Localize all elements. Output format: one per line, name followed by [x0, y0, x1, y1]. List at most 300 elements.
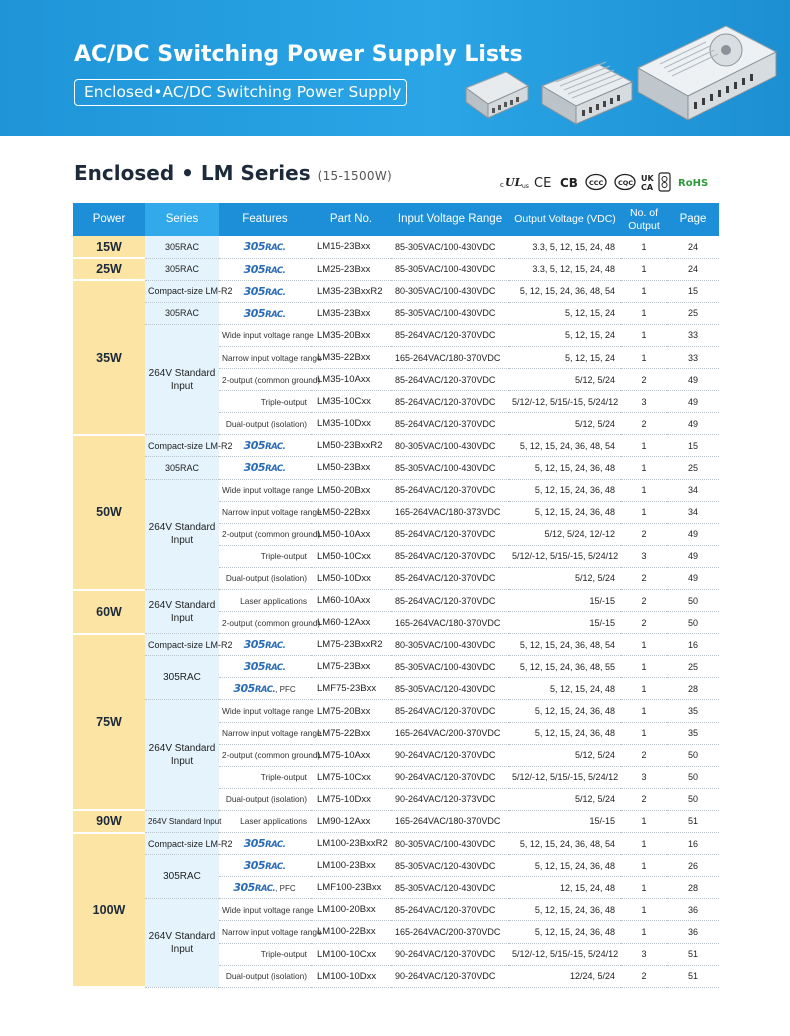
logo-main-text: 305	[243, 837, 266, 851]
output-count-cell: 1	[621, 810, 667, 832]
output-count-cell: 1	[621, 324, 667, 346]
feature-cell: Laser applications	[219, 590, 311, 612]
recycle-mark-icon	[659, 173, 670, 191]
rac305-logo-icon	[233, 682, 275, 695]
input-voltage-cell: 85-305VAC/100-430VDC	[391, 457, 509, 479]
part-number-cell: LM100-20Bxx	[311, 899, 391, 921]
output-voltage-cell: 12, 15, 24, 48	[509, 877, 621, 899]
logo-suffix-text: RAC.	[265, 641, 286, 652]
page-subtitle: Enclosed•AC/DC Switching Power Supply	[74, 79, 407, 106]
series-cell: 305RAC	[145, 258, 219, 280]
section-power-range: (15-1500W)	[317, 169, 392, 183]
part-number-cell: LM100-23Bxx	[311, 855, 391, 877]
power-cell: 60W	[73, 590, 145, 634]
output-voltage-cell: 5/12, 5/24	[509, 567, 621, 589]
part-number-cell: LMF100-23Bxx	[311, 877, 391, 899]
page-cell: 24	[667, 236, 719, 258]
output-voltage-cell: 5, 12, 15, 24, 36, 48, 54	[509, 634, 621, 656]
page-cell: 28	[667, 678, 719, 700]
series-cell: 305RAC	[145, 855, 219, 899]
rac305-logo-icon	[244, 837, 286, 850]
input-voltage-cell: 85-264VAC/120-370VDC	[391, 413, 509, 435]
output-count-cell: 3	[621, 943, 667, 965]
output-count-cell: 2	[621, 590, 667, 612]
ccc-mark-icon	[586, 175, 606, 190]
ukca-mark-icon	[641, 174, 654, 192]
input-voltage-cell: 165-264VAC/180-370VDC	[391, 810, 509, 832]
input-voltage-cell: 90-264VAC/120-370VDC	[391, 744, 509, 766]
output-count-cell: 3	[621, 766, 667, 788]
feature-cell	[219, 280, 311, 302]
section-name: Enclosed • LM Series	[74, 161, 311, 185]
output-count-cell: 1	[621, 722, 667, 744]
series-cell: Compact-size LM-R2	[145, 833, 219, 855]
output-voltage-cell: 5/12/-12, 5/15/-15, 5/24/12	[509, 391, 621, 413]
output-voltage-cell: 5, 12, 15, 24, 48	[509, 678, 621, 700]
page-cell: 16	[667, 833, 719, 855]
power-cell: 25W	[73, 258, 145, 280]
page-cell: 15	[667, 280, 719, 302]
page-cell: 50	[667, 744, 719, 766]
feature-cell: Laser applications	[219, 810, 311, 832]
part-number-cell: LM15-23Bxx	[311, 236, 391, 258]
output-voltage-cell: 5/12/-12, 5/15/-15, 5/24/12	[509, 766, 621, 788]
output-count-cell: 1	[621, 435, 667, 457]
part-number-cell: LM75-20Bxx	[311, 700, 391, 722]
page-cell: 50	[667, 590, 719, 612]
series-cell: Compact-size LM-R2	[145, 280, 219, 302]
feature-cell	[219, 855, 311, 877]
logo-suffix-text: RAC.	[254, 884, 276, 895]
output-count-cell: 2	[621, 523, 667, 545]
table-row	[73, 590, 719, 612]
output-count-cell: 2	[621, 369, 667, 391]
feature-cell: Wide input voltage range	[219, 324, 311, 346]
input-voltage-cell: 165-264VAC/180-370VDC	[391, 346, 509, 368]
part-number-cell: LM75-22Bxx	[311, 722, 391, 744]
rohs-mark-icon: RoHS	[678, 178, 709, 189]
power-cell: 90W	[73, 810, 145, 832]
feature-cell: Wide input voltage range	[219, 479, 311, 501]
svg-text:CA: CA	[641, 183, 654, 192]
output-count-cell: 1	[621, 877, 667, 899]
feature-cell: Dual-output (isolation)	[219, 788, 311, 810]
rac305-logo-icon	[244, 307, 286, 320]
page-cell: 15	[667, 435, 719, 457]
output-voltage-cell: 5, 12, 15, 24	[509, 302, 621, 324]
power-cell: 35W	[73, 280, 145, 435]
output-voltage-cell: 5/12, 5/24	[509, 369, 621, 391]
input-voltage-cell: 85-305VAC/100-430VDC	[391, 258, 509, 280]
page-cell: 35	[667, 722, 719, 744]
feature-cell: 2-output (common ground)	[219, 744, 311, 766]
feature-cell: 2-output (common ground)	[219, 612, 311, 634]
output-count-cell: 2	[621, 965, 667, 987]
series-cell: 264V Standard Input	[145, 899, 219, 987]
svg-text:UK: UK	[641, 174, 654, 183]
feature-cell: Wide input voltage range	[219, 899, 311, 921]
part-number-cell: LM60-12Axx	[311, 612, 391, 634]
output-voltage-cell: 15/-15	[509, 590, 621, 612]
input-voltage-cell: 85-264VAC/120-370VDC	[391, 590, 509, 612]
output-count-cell: 1	[621, 678, 667, 700]
output-voltage-cell: 3.3, 5, 12, 15, 24, 48	[509, 258, 621, 280]
rac305-logo-icon	[244, 859, 286, 872]
feature-cell: Dual-output (isolation)	[219, 965, 311, 987]
part-number-cell: LM25-23Bxx	[311, 258, 391, 280]
column-header-part-no: Part No.	[311, 203, 391, 236]
logo-main-text: 305	[243, 660, 266, 674]
ce-mark-icon: CE	[534, 176, 552, 191]
page-cell: 26	[667, 855, 719, 877]
input-voltage-cell: 85-305VAC/120-430VDC	[391, 855, 509, 877]
logo-suffix-text: RAC.	[265, 309, 286, 320]
part-number-cell: LMF75-23Bxx	[311, 678, 391, 700]
input-voltage-cell: 85-264VAC/120-370VDC	[391, 324, 509, 346]
output-count-cell: 1	[621, 700, 667, 722]
page-cell: 25	[667, 457, 719, 479]
logo-suffix-text: RAC.	[265, 265, 286, 276]
table-row	[73, 656, 719, 678]
input-voltage-cell: 85-264VAC/120-370VDC	[391, 369, 509, 391]
part-number-cell: LM35-23Bxx	[311, 302, 391, 324]
series-cell: Compact-size LM-R2	[145, 435, 219, 457]
input-voltage-cell: 85-264VAC/120-370VDC	[391, 479, 509, 501]
series-cell: 264V Standard Input	[145, 590, 219, 634]
part-number-cell: LM75-10Cxx	[311, 766, 391, 788]
pfc-label: , PFC	[275, 685, 296, 695]
feature-cell	[219, 877, 311, 899]
output-count-cell: 2	[621, 567, 667, 589]
feature-cell	[219, 302, 311, 324]
output-voltage-cell: 5, 12, 15, 24	[509, 324, 621, 346]
part-number-cell: LM35-10Cxx	[311, 391, 391, 413]
page-cell: 28	[667, 877, 719, 899]
svg-text:us: us	[522, 183, 529, 190]
series-cell: 305RAC	[145, 656, 219, 700]
table-row	[73, 810, 719, 832]
page-title: AC/DC Switching Power Supply Lists	[74, 42, 523, 67]
part-number-cell: LM75-23BxxR2	[311, 634, 391, 656]
input-voltage-cell: 80-305VAC/100-430VDC	[391, 833, 509, 855]
logo-main-text: 305	[243, 240, 266, 254]
page-cell: 36	[667, 899, 719, 921]
page-cell: 34	[667, 501, 719, 523]
rac305-logo-icon	[244, 263, 286, 276]
logo-main-text: 305	[243, 306, 266, 320]
output-voltage-cell: 12/24, 5/24	[509, 965, 621, 987]
cqc-mark-icon	[615, 175, 635, 190]
part-number-cell: LM50-23Bxx	[311, 457, 391, 479]
part-number-cell: LM100-10Cxx	[311, 943, 391, 965]
logo-suffix-text: RAC.	[265, 287, 286, 298]
input-voltage-cell: 85-305VAC/100-430VDC	[391, 302, 509, 324]
output-voltage-cell: 5, 12, 15, 24, 36, 48, 54	[509, 435, 621, 457]
output-voltage-cell: 5, 12, 15, 24, 36, 48	[509, 479, 621, 501]
feature-cell: Narrow input voltage range	[219, 346, 311, 368]
table-row	[73, 833, 719, 855]
table-row	[73, 236, 719, 258]
input-voltage-cell: 90-264VAC/120-370VDC	[391, 943, 509, 965]
page-cell: 50	[667, 788, 719, 810]
input-voltage-cell: 90-264VAC/120-370VDC	[391, 766, 509, 788]
output-count-cell: 1	[621, 280, 667, 302]
certification-logos	[500, 173, 722, 191]
logo-main-text: 305	[243, 439, 266, 453]
input-voltage-cell: 85-264VAC/120-370VDC	[391, 523, 509, 545]
output-voltage-cell: 5/12/-12, 5/15/-15, 5/24/12	[509, 943, 621, 965]
input-voltage-cell: 85-305VAC/120-430VDC	[391, 678, 509, 700]
feature-cell: Narrow input voltage range	[219, 501, 311, 523]
part-number-cell: LM50-10Axx	[311, 523, 391, 545]
page-cell: 25	[667, 302, 719, 324]
output-count-cell: 1	[621, 634, 667, 656]
part-number-cell: LM100-23BxxR2	[311, 833, 391, 855]
input-voltage-cell: 85-305VAC/100-430VDC	[391, 656, 509, 678]
page-cell: 35	[667, 700, 719, 722]
feature-cell: Triple-output	[219, 943, 311, 965]
page-cell: 33	[667, 324, 719, 346]
feature-cell	[219, 258, 311, 280]
input-voltage-cell: 85-264VAC/120-370VDC	[391, 545, 509, 567]
logo-suffix-text: RAC.	[254, 685, 276, 696]
output-count-cell: 1	[621, 457, 667, 479]
part-number-cell: LM60-10Axx	[311, 590, 391, 612]
column-header-page: Page	[667, 203, 719, 236]
output-count-cell: 1	[621, 656, 667, 678]
output-voltage-cell: 5, 12, 15, 24, 36, 48	[509, 899, 621, 921]
svg-text:CQC: CQC	[618, 179, 634, 187]
logo-main-text: 305	[233, 682, 255, 696]
page-cell: 49	[667, 391, 719, 413]
logo-suffix-text: RAC.	[265, 862, 286, 873]
output-count-cell: 3	[621, 391, 667, 413]
part-number-cell: LM90-12Axx	[311, 810, 391, 832]
part-number-cell: LM35-22Bxx	[311, 346, 391, 368]
feature-cell	[219, 833, 311, 855]
rac305-logo-icon	[244, 660, 286, 673]
svg-text:CCC: CCC	[589, 179, 604, 187]
input-voltage-cell: 165-264VAC/200-370VDC	[391, 722, 509, 744]
feature-cell: 2-output (common ground)	[219, 523, 311, 545]
output-count-cell: 2	[621, 788, 667, 810]
input-voltage-cell: 90-264VAC/120-370VDC	[391, 965, 509, 987]
series-cell: 264V Standard Input	[145, 479, 219, 589]
input-voltage-cell: 165-264VAC/180-370VDC	[391, 612, 509, 634]
input-voltage-cell: 85-264VAC/120-370VDC	[391, 391, 509, 413]
column-header-features: Features	[219, 203, 311, 236]
input-voltage-cell: 165-264VAC/180-373VDC	[391, 501, 509, 523]
feature-cell: 2-output (common ground)	[219, 369, 311, 391]
input-voltage-cell: 80-305VAC/100-430VDC	[391, 634, 509, 656]
column-header-output-count: No. of Output	[621, 203, 667, 236]
page-cell: 50	[667, 766, 719, 788]
output-voltage-cell: 5/12, 5/24	[509, 788, 621, 810]
series-cell: 264V Standard Input	[145, 324, 219, 434]
rac305-logo-icon	[244, 439, 286, 452]
header-banner	[0, 0, 790, 136]
output-voltage-cell: 5, 12, 15, 24, 36, 48, 54	[509, 280, 621, 302]
part-number-cell: LM75-10Axx	[311, 744, 391, 766]
output-count-cell: 2	[621, 413, 667, 435]
page-cell: 50	[667, 612, 719, 634]
output-count-cell: 1	[621, 899, 667, 921]
logo-main-text: 305	[243, 284, 266, 298]
table-row	[73, 700, 719, 722]
rac305-logo-icon	[244, 638, 286, 651]
page-cell: 24	[667, 258, 719, 280]
cb-mark-icon: CB	[560, 176, 578, 190]
output-count-cell: 1	[621, 236, 667, 258]
page-cell: 33	[667, 346, 719, 368]
part-number-cell: LM35-23BxxR2	[311, 280, 391, 302]
part-number-cell: LM50-20Bxx	[311, 479, 391, 501]
series-cell: Compact-size LM-R2	[145, 634, 219, 656]
power-supply-image-large	[630, 12, 780, 124]
output-count-cell: 1	[621, 346, 667, 368]
part-number-cell: LM100-10Dxx	[311, 965, 391, 987]
output-voltage-cell: 5/12, 5/24	[509, 744, 621, 766]
output-voltage-cell: 5, 12, 15, 24, 36, 48	[509, 457, 621, 479]
output-voltage-cell: 5, 12, 15, 24, 36, 48, 54	[509, 833, 621, 855]
input-voltage-cell: 85-305VAC/100-430VDC	[391, 236, 509, 258]
rac305-logo-icon	[244, 285, 286, 298]
series-cell: 305RAC	[145, 457, 219, 479]
output-count-cell: 1	[621, 479, 667, 501]
feature-cell	[219, 236, 311, 258]
part-number-cell: LM50-22Bxx	[311, 501, 391, 523]
feature-cell	[219, 634, 311, 656]
part-number-cell: LM35-20Bxx	[311, 324, 391, 346]
page-cell: 49	[667, 545, 719, 567]
logo-main-text: 305	[243, 638, 266, 652]
page-cell: 49	[667, 523, 719, 545]
part-number-cell: LM50-23BxxR2	[311, 435, 391, 457]
power-supply-image-small	[462, 60, 532, 122]
input-voltage-cell: 85-305VAC/120-430VDC	[391, 877, 509, 899]
table-row	[73, 302, 719, 324]
series-cell: 264V Standard Input	[145, 700, 219, 810]
feature-cell	[219, 678, 311, 700]
table-body	[73, 236, 719, 987]
svg-text:UL: UL	[505, 176, 523, 189]
table-row	[73, 457, 719, 479]
output-voltage-cell: 5/12, 5/24	[509, 413, 621, 435]
feature-cell: Triple-output	[219, 766, 311, 788]
page-cell: 36	[667, 921, 719, 943]
output-voltage-cell: 5, 12, 15, 24	[509, 346, 621, 368]
part-number-cell: LM35-10Axx	[311, 369, 391, 391]
feature-cell	[219, 435, 311, 457]
output-voltage-cell: 5, 12, 15, 24, 36, 48	[509, 501, 621, 523]
output-voltage-cell: 5, 12, 15, 24, 36, 48	[509, 921, 621, 943]
power-cell: 50W	[73, 435, 145, 590]
logo-main-text: 305	[243, 262, 266, 276]
feature-cell: Wide input voltage range	[219, 700, 311, 722]
feature-cell: Dual-output (isolation)	[219, 567, 311, 589]
page-cell: 25	[667, 656, 719, 678]
table-row	[73, 855, 719, 877]
logo-suffix-text: RAC.	[265, 840, 286, 851]
page-cell: 49	[667, 567, 719, 589]
output-voltage-cell: 5/12, 5/24, 12/-12	[509, 523, 621, 545]
page-cell: 34	[667, 479, 719, 501]
input-voltage-cell: 165-264VAC/200-370VDC	[391, 921, 509, 943]
feature-cell	[219, 457, 311, 479]
input-voltage-cell: 85-264VAC/120-370VDC	[391, 567, 509, 589]
table-row	[73, 258, 719, 280]
svg-text:c: c	[500, 181, 504, 189]
part-number-cell: LM50-10Dxx	[311, 567, 391, 589]
logo-suffix-text: RAC.	[265, 243, 286, 254]
power-cell: 75W	[73, 634, 145, 811]
input-voltage-cell: 80-305VAC/100-430VDC	[391, 280, 509, 302]
part-number-cell: LM50-10Cxx	[311, 545, 391, 567]
output-count-cell: 1	[621, 302, 667, 324]
rac305-logo-icon	[244, 240, 286, 253]
part-number-cell: LM75-10Dxx	[311, 788, 391, 810]
feature-cell: Triple-output	[219, 545, 311, 567]
output-count-cell: 1	[621, 833, 667, 855]
table-row	[73, 435, 719, 457]
logo-main-text: 305	[243, 859, 266, 873]
column-header-power: Power	[73, 203, 145, 236]
output-count-cell: 3	[621, 545, 667, 567]
input-voltage-cell: 85-264VAC/120-370VDC	[391, 899, 509, 921]
output-voltage-cell: 5, 12, 15, 24, 36, 48	[509, 855, 621, 877]
page-cell: 51	[667, 810, 719, 832]
power-cell: 100W	[73, 833, 145, 988]
rac305-logo-icon	[233, 881, 275, 894]
page-cell: 16	[667, 634, 719, 656]
logo-suffix-text: RAC.	[265, 663, 286, 674]
output-count-cell: 2	[621, 612, 667, 634]
output-voltage-cell: 3.3, 5, 12, 15, 24, 48	[509, 236, 621, 258]
logo-main-text: 305	[243, 461, 266, 475]
table-row	[73, 280, 719, 302]
page-cell: 51	[667, 965, 719, 987]
column-header-output-voltage: Output Voltage (VDC)	[509, 203, 621, 236]
series-cell: 305RAC	[145, 302, 219, 324]
column-header-input-voltage: Input Voltage Range	[391, 203, 509, 236]
series-cell: 264V Standard Input	[145, 810, 219, 832]
logo-suffix-text: RAC.	[265, 464, 286, 475]
output-voltage-cell: 5, 12, 15, 24, 36, 48	[509, 722, 621, 744]
part-number-cell: LM75-23Bxx	[311, 656, 391, 678]
rac305-logo-icon	[244, 461, 286, 474]
output-voltage-cell: 15/-15	[509, 810, 621, 832]
output-voltage-cell: 5, 12, 15, 24, 36, 48, 55	[509, 656, 621, 678]
table-header-row	[73, 203, 719, 236]
table-row	[73, 479, 719, 501]
table-row	[73, 634, 719, 656]
output-count-cell: 2	[621, 744, 667, 766]
output-count-cell: 1	[621, 855, 667, 877]
output-count-cell: 1	[621, 258, 667, 280]
output-voltage-cell: 5/12/-12, 5/15/-15, 5/24/12	[509, 545, 621, 567]
product-table	[73, 203, 719, 988]
table-row	[73, 324, 719, 346]
input-voltage-cell: 90-264VAC/120-373VDC	[391, 788, 509, 810]
feature-cell: Narrow input voltage range	[219, 722, 311, 744]
section-title	[74, 161, 392, 185]
part-number-cell: LM100-22Bxx	[311, 921, 391, 943]
page-cell: 49	[667, 413, 719, 435]
power-cell: 15W	[73, 236, 145, 258]
page-cell: 49	[667, 369, 719, 391]
pfc-label: , PFC	[275, 884, 296, 894]
output-voltage-cell: 5, 12, 15, 24, 36, 48	[509, 700, 621, 722]
